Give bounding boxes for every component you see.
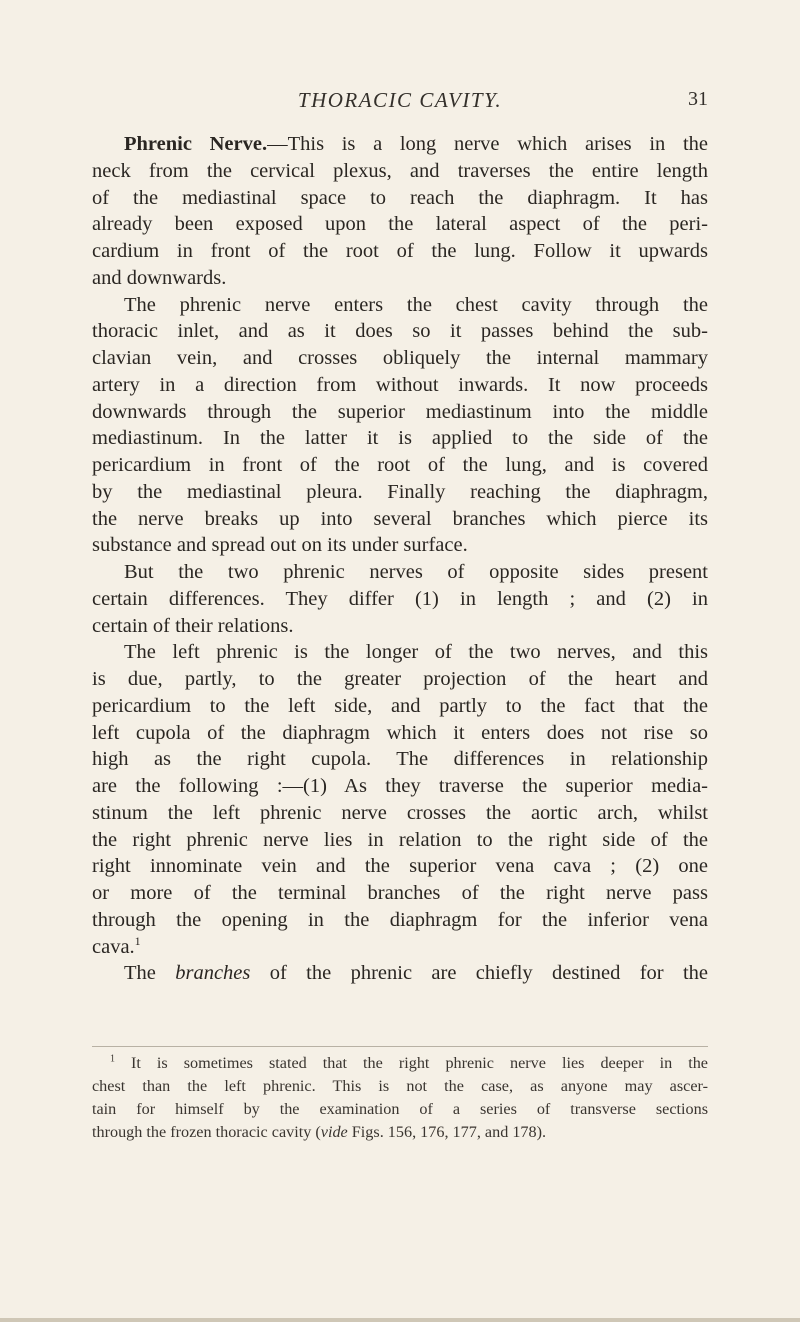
footnote-line: chest than the left phrenic. This is not the case, as anyone may ascer- xyxy=(92,1077,708,1095)
paragraph-line: pericardium in front of the root of the lung, and is covered xyxy=(92,454,708,476)
paragraph-line: are the following :—(1) As they traverse the superior media- xyxy=(92,775,708,797)
page-number: 31 xyxy=(688,88,708,110)
footnote-line: through the frozen thoracic cavity (vide Figs. 156, 176, 177, and 178). xyxy=(92,1123,547,1141)
paragraph-line: or more of the terminal branches of the right nerve pass xyxy=(92,882,708,904)
paragraph-line: of the mediastinal space to reach the diaphragm. It has xyxy=(92,186,708,209)
page-bottom-edge xyxy=(0,1318,800,1322)
paragraph-line: pericardium to the left side, and partly to the fact that the xyxy=(92,694,708,717)
paragraph-line: downwards through the superior mediastinum into the middle xyxy=(92,400,708,423)
paragraph-line: is due, partly, to the greater projection of the heart and xyxy=(92,668,708,690)
footnote-line: tain for himself by the examination of a series of transverse sections xyxy=(92,1100,708,1118)
paragraph-line: Phrenic Nerve.—This is a long nerve which arises in the xyxy=(124,133,708,155)
paragraph-line: left cupola of the diaphragm which it enters does not rise so xyxy=(92,721,708,744)
paragraph-line: But the two phrenic nerves of opposite sides present xyxy=(124,561,708,583)
footnote xyxy=(92,1052,708,1144)
footnote-divider xyxy=(92,1046,708,1047)
paragraph-line: right innominate vein and the superior vena cava ; (2) one xyxy=(92,855,708,878)
running-title: THORACIC CAVITY. xyxy=(297,88,503,112)
paragraph-line: by the mediastinal pleura. Finally reaching the diaphragm, xyxy=(92,480,708,503)
paragraph-line: cava.$^1$ xyxy=(92,933,141,958)
paragraph-line: thoracic inlet, and as it does so it passes behind the sub- xyxy=(92,320,708,343)
paragraph-line: clavian vein, and crosses obliquely the internal mammary xyxy=(92,347,708,369)
running-head xyxy=(92,88,708,120)
paragraph-line: The left phrenic is the longer of the two nerves, and this xyxy=(124,641,708,664)
paragraph-line: through the opening in the diaphragm for the inferior vena xyxy=(92,908,708,931)
paragraph-line: certain differences. They differ (1) in length ; and (2) in xyxy=(92,587,708,610)
paragraph-line: The phrenic nerve enters the chest cavity through the xyxy=(124,293,708,316)
paragraph-line: stinum the left phrenic nerve crosses the aortic arch, whilst xyxy=(92,801,708,824)
paragraph-line: the nerve breaks up into several branches which pierce its xyxy=(92,507,708,530)
footnote-vide: vide xyxy=(320,1123,348,1141)
paragraph-line: high as the right cupola. The differences in relationship xyxy=(92,748,708,771)
paragraph-line: and downwards. xyxy=(92,266,227,289)
paragraph-line: neck from the cervical plexus, and traverses the entire length xyxy=(92,159,708,182)
footnote-marker: 1 xyxy=(110,1053,115,1065)
paragraph-line: cardium in front of the root of the lung. Follow it upwards xyxy=(92,240,708,262)
paragraph-line: substance and spread out on its under surface. xyxy=(92,534,468,557)
paragraph-line: artery in a direction from without inwards. It now proceeds xyxy=(92,373,708,396)
section-heading: Phrenic Nerve. xyxy=(124,133,268,155)
emphasis-branches: branches xyxy=(175,962,251,985)
paragraph-line: the right phrenic nerve lies in relation to the right side of the xyxy=(92,828,708,851)
paragraph-line: certain of their relations. xyxy=(92,614,294,637)
footnote-line: $^1$ It is sometimes stated that the right phrenic nerve lies deeper in the xyxy=(110,1053,708,1072)
body-text xyxy=(92,131,708,987)
footnote-reference[interactable]: 1 xyxy=(134,933,141,948)
paragraph-line: The branches of the phrenic are chiefly destined for the xyxy=(124,962,708,985)
paragraph-line: mediastinum. In the latter it is applied to the side of the xyxy=(92,427,708,450)
paragraph-line: already been exposed upon the lateral aspect of the peri- xyxy=(92,213,708,236)
